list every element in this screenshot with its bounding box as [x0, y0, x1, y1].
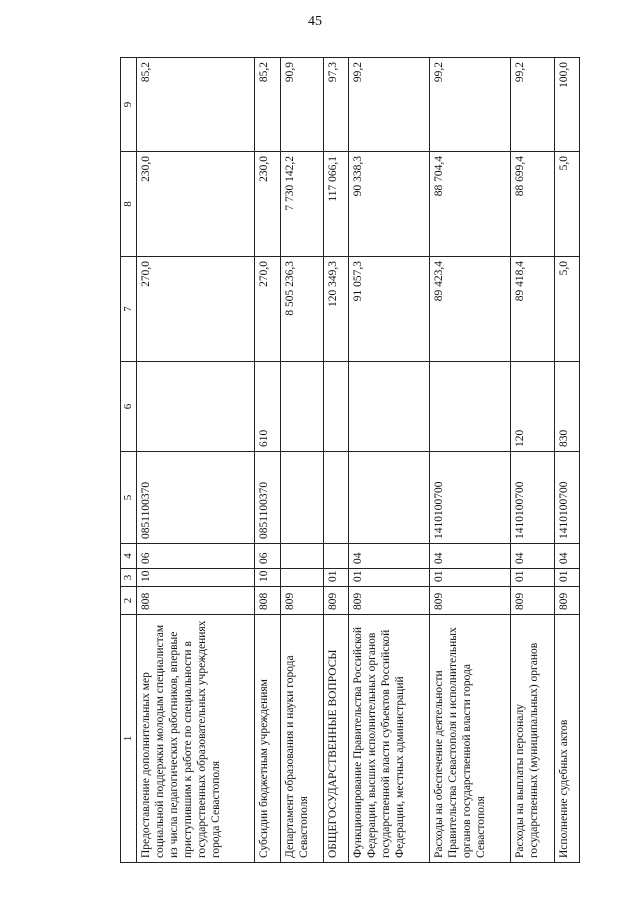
header-col-2: 2	[121, 587, 137, 615]
row-ministry-code: 809	[554, 587, 579, 615]
row-expense-type: 120	[511, 362, 555, 452]
row-target-code	[349, 452, 430, 544]
table-row	[137, 58, 255, 863]
row-planned: 89 423,4	[430, 257, 511, 362]
row-executed: 5,0	[554, 152, 579, 257]
table-row	[430, 58, 511, 863]
header-col-1: 1	[121, 615, 137, 863]
row-target-code	[280, 452, 324, 544]
row-section-code: 01	[511, 569, 555, 587]
row-percent: 100,0	[554, 58, 579, 152]
row-planned: 5,0	[554, 257, 579, 362]
page-number: 45	[308, 14, 322, 29]
budget-table	[120, 57, 580, 863]
row-target-code: 0851100370	[255, 452, 280, 544]
row-expense-type	[137, 362, 255, 452]
row-percent: 97,3	[324, 58, 349, 152]
row-executed: 117 066,1	[324, 152, 349, 257]
row-target-code	[324, 452, 349, 544]
header-col-8: 8	[121, 152, 137, 257]
row-section-code: 01	[430, 569, 511, 587]
row-subsection-code	[280, 544, 324, 569]
row-target-code: 0851100370	[137, 452, 255, 544]
row-percent: 85,2	[255, 58, 280, 152]
table-row	[554, 58, 579, 863]
row-planned: 120 349,3	[324, 257, 349, 362]
header-col-7: 7	[121, 257, 137, 362]
header-col-5: 5	[121, 452, 137, 544]
row-executed: 230,0	[255, 152, 280, 257]
row-planned: 8 505 236,3	[280, 257, 324, 362]
row-subsection-code: 06	[255, 544, 280, 569]
row-executed: 90 338,3	[349, 152, 430, 257]
row-section-code: 10	[255, 569, 280, 587]
row-ministry-code: 808	[255, 587, 280, 615]
row-percent: 90,9	[280, 58, 324, 152]
row-ministry-code: 809	[430, 587, 511, 615]
table-row	[511, 58, 555, 863]
row-ministry-code: 808	[137, 587, 255, 615]
row-percent: 99,2	[511, 58, 555, 152]
row-expense-type	[349, 362, 430, 452]
row-subsection-code: 04	[554, 544, 579, 569]
row-section-code: 01	[554, 569, 579, 587]
row-section-code: 01	[349, 569, 430, 587]
rotated-table-frame	[120, 58, 580, 863]
header-col-4: 4	[121, 544, 137, 569]
table-container	[120, 58, 580, 863]
table-row	[280, 58, 324, 863]
row-executed: 7 730 142,2	[280, 152, 324, 257]
row-executed: 88 699,4	[511, 152, 555, 257]
row-expense-type	[430, 362, 511, 452]
row-subsection-code	[324, 544, 349, 569]
row-expense-type: 830	[554, 362, 579, 452]
row-description: Функционирование Правительства Российской Федерации, высших исполнительных органов государственной власти субъектов Российской Федерации, местных администраций	[349, 615, 430, 863]
row-expense-type: 610	[255, 362, 280, 452]
row-ministry-code: 809	[324, 587, 349, 615]
header-col-6: 6	[121, 362, 137, 452]
row-target-code: 1410100700	[430, 452, 511, 544]
row-description: Департамент образования и науки города Севастополя	[280, 615, 324, 863]
row-subsection-code: 04	[430, 544, 511, 569]
row-expense-type	[280, 362, 324, 452]
row-section-code: 01	[324, 569, 349, 587]
header-row	[121, 58, 137, 863]
row-target-code: 1410100700	[511, 452, 555, 544]
row-executed: 230,0	[137, 152, 255, 257]
row-executed: 88 704,4	[430, 152, 511, 257]
row-subsection-code: 04	[349, 544, 430, 569]
table-row	[255, 58, 280, 863]
header-col-3: 3	[121, 569, 137, 587]
row-description: Предоставление дополнительных мер социальной поддержки молодым специалистам из числа педагогических работников, впервые приступившим к работе по специальности в государственных образовательных учреждениях города Севастополя	[137, 615, 255, 863]
row-planned: 270,0	[137, 257, 255, 362]
table-row	[349, 58, 430, 863]
row-subsection-code: 04	[511, 544, 555, 569]
row-section-code	[280, 569, 324, 587]
row-description: Субсидии бюджетным учреждениям	[255, 615, 280, 863]
row-section-code: 10	[137, 569, 255, 587]
row-ministry-code: 809	[349, 587, 430, 615]
row-description: ОБЩЕГОСУДАРСТВЕННЫЕ ВОПРОСЫ	[324, 615, 349, 863]
row-ministry-code: 809	[511, 587, 555, 615]
table-row	[324, 58, 349, 863]
row-ministry-code: 809	[280, 587, 324, 615]
row-description: Расходы на обеспечение деятельности Правительства Севастополя и исполнительных органов государственной власти города Севастополя	[430, 615, 511, 863]
row-planned: 91 057,3	[349, 257, 430, 362]
row-target-code: 1410100700	[554, 452, 579, 544]
row-percent: 85,2	[137, 58, 255, 152]
row-percent: 99,2	[349, 58, 430, 152]
row-percent: 99,2	[430, 58, 511, 152]
row-description: Расходы на выплаты персоналу государственных (муниципальных) органов	[511, 615, 555, 863]
row-expense-type	[324, 362, 349, 452]
row-description: Исполнение судебных актов	[554, 615, 579, 863]
row-planned: 89 418,4	[511, 257, 555, 362]
row-planned: 270,0	[255, 257, 280, 362]
header-col-9: 9	[121, 58, 137, 152]
row-subsection-code: 06	[137, 544, 255, 569]
